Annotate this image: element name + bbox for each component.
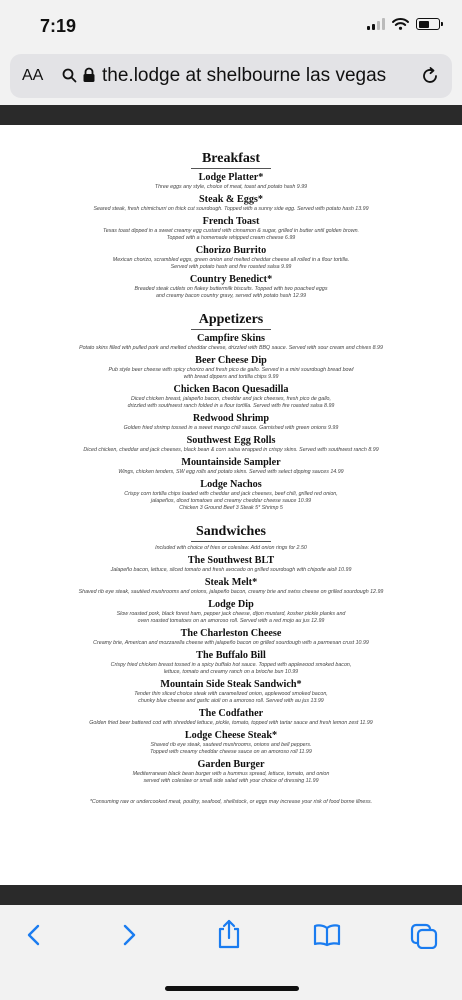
item-name: Lodge Dip [208,599,254,610]
menu-page [0,125,462,885]
menu-item [0,599,462,625]
wifi-icon [392,18,409,30]
item-desc: Shaved rib eye steak, sauteed mushrooms, onions and bell peppers. [150,742,312,748]
menu-item [0,194,462,213]
item-desc: Creamy brie, American and mozzarella cheese with jalapeño bacon on grilled sourdough with a parmesan crust 10.99 [93,640,369,646]
menu-item [0,730,462,756]
item-desc: Chicken 3 Ground Beef 3 Steak 5* Shrimp 5 [179,505,283,511]
item-name: The Buffalo Bill [196,650,266,661]
item-desc: Diced chicken, cheddar and jack cheeses, black bean & corn salsa wrapped in crispy skins. Served with southwest ranch 8.99 [83,447,379,453]
item-name: Mountainside Sampler [181,457,281,468]
search-icon [62,68,77,83]
section-title: Sandwiches [195,524,267,539]
section-divider [191,168,271,169]
menu-item [0,413,462,432]
item-name: Garden Burger [197,759,265,770]
item-name: Chorizo Burrito [195,245,267,256]
item-name: The Codfather [198,708,264,719]
menu-item [0,479,462,512]
item-name: Beer Cheese Dip [195,355,267,366]
menu-item [0,628,462,647]
back-icon[interactable] [24,923,44,947]
menu-item [0,274,462,300]
lock-icon [82,67,96,83]
forward-icon[interactable] [119,923,139,947]
status-bar [0,0,462,50]
item-desc: with bread dippers and tortilla chips 9.99 [183,374,279,380]
breakfast-section [0,151,462,300]
menu-item [0,384,462,410]
status-time: 7:19 [40,16,77,36]
item-name: The Southwest BLT [187,555,275,566]
menu-item [0,172,462,191]
menu-item [0,245,462,271]
item-desc: Wings, chicken tenders, SW egg rolls and potato skins. Served with select dipping sauces 14.99 [118,469,344,475]
address-bar-container [0,50,462,105]
item-desc: Golden fried shrimp tossed in a sweet mango chili sauce. Garnished with green onions 9.99 [123,425,339,431]
item-desc: Tender thin sliced choice steak with caramelized onion, applewood smoked bacon, [134,691,328,697]
section-note: Included with choice of fries or coleslaw. Add onion rings for 2.50 [155,545,307,551]
item-desc: Mediterranean black bean burger with a hummus spread, lettuce, tomato, and onion [132,771,330,777]
item-name: Lodge Cheese Steak* [184,730,278,741]
item-desc: Shaved rib eye steak, sautéed mushrooms and onions, jalapeño bacon, creamy brie and swiss cheese on grilled sourdough 12.99 [78,589,384,595]
bottom-page-border [0,885,462,905]
item-name: Mountain Side Steak Sandwich* [160,679,302,690]
menu-item [0,759,462,785]
menu-item [0,355,462,381]
item-desc: chunky blue cheese and garlic aioli on a amoroso roll. Served with au jus 13.99 [138,698,324,704]
item-desc: Served with potato hash and fire roasted salsa 9.99 [170,264,292,270]
sandwiches-section [0,524,462,785]
top-page-border [0,105,462,125]
item-desc: jalapeños, diced tomatoes and creamy cheddar cheese sauce 10.99 [150,498,312,504]
item-name: Redwood Shrimp [192,413,270,424]
item-desc: Three eggs any style, choice of meat, toast and potato hash 9.99 [154,184,308,190]
item-desc: Breaded steak cutlets on flakey buttermilk biscuits. Topped with two poached eggs [134,286,328,292]
item-name: Campfire Skins [196,333,266,344]
menu-item [0,457,462,476]
tabs-icon[interactable] [410,923,438,949]
menu-item [0,650,462,676]
item-name: Lodge Platter* [198,172,264,183]
item-name: Lodge Nachos [200,479,262,490]
home-indicator [165,986,299,991]
appetizers-section [0,312,462,512]
menu-item [0,679,462,705]
share-icon[interactable] [216,919,242,949]
item-desc: Crispy corn tortilla chips loaded with cheddar and jack cheeses, beef chili, grilled red onion, [124,491,338,497]
section-title: Appetizers [198,312,264,327]
item-name: Steak & Eggs* [199,194,263,205]
item-desc: Mexican chorizo, scrambled eggs, green onion and melted cheddar cheese all rolled in a flour tortilla. [112,257,350,263]
item-desc: served with coleslaw or small side salad with your choice of dressing 11.99 [143,778,319,784]
item-name: Country Benedict* [189,274,273,285]
item-desc: Crispy fried chicken breast tossed in a spicy buffalo hot sauce. Topped with applewood smoked bacon, [110,662,352,668]
menu-item [0,708,462,727]
bookmarks-icon[interactable] [313,923,341,947]
item-name: Chicken Bacon Quesadilla [173,384,289,395]
address-bar[interactable] [10,54,452,98]
item-desc: Golden fried beer battered cod with shredded lettuce, pickle, tomato, topped with tartar sauce and fresh lemon zest 11.99 [89,720,373,726]
section-divider [191,541,271,542]
item-desc: Potato skins filled with pulled pork and melted cheddar cheese, drizzled with BBQ sauce. Served with sour cream and chives 8.99 [79,345,383,351]
menu-item [0,555,462,574]
menu-item [0,435,462,454]
item-name: French Toast [202,216,260,227]
item-desc: Pub style beer cheese with spicy chorizo and fresh pico de gallo. Served in a mini sourdough bread bowl [108,367,354,373]
reload-icon[interactable] [420,66,440,86]
item-desc: Diced chicken breast, jalapeño bacon, cheddar and jack cheeses, fresh pico de gallo, [131,396,331,402]
status-icons [367,18,440,30]
item-desc: Topped with a homemade whipped cream cheese 6.99 [166,235,296,241]
section-divider [191,329,271,330]
battery-icon [416,18,440,30]
item-desc: Topped with creamy cheddar cheese sauce on an amoroso roll 11.99 [150,749,312,755]
url-text[interactable]: the.lodge at shelbourne las vegas [102,65,387,86]
menu-item [0,216,462,242]
item-name: The Charleston Cheese [180,628,282,639]
menu-item [0,333,462,352]
item-name: Southwest Egg Rolls [186,435,276,446]
item-desc: oven roasted tomatoes on an amoroso roll. Served with a red mojo au jus 12.99 [137,618,325,624]
item-desc: Seared steak, fresh chimichurri on thick cut sourdough. Topped with a sunny side egg. Served with potato hash 13.99 [93,206,369,212]
text-size-button[interactable]: AA [22,67,44,84]
section-title: Breakfast [201,151,261,166]
item-name: Steak Melt* [204,577,258,588]
signal-icon [367,18,385,30]
item-desc: Jalapeño bacon, lettuce, sliced tomato and fresh avocado on grilled sourdough with chipotle aioli 10.99 [110,567,352,573]
item-desc: Texas toast dipped in a sweet creamy egg custard with cinnamon & sugar, grilled in butter until golden brown. [103,228,359,234]
menu-item [0,577,462,596]
item-desc: drizzled with southwest ranch folded in a flour tortilla. Served with fire roasted salsa 8.99 [127,403,335,409]
item-desc: Slow roasted pork, black forest ham, pepper jack cheese, dijon mustard, kosher pickle planks and [116,611,346,617]
item-desc: lettuce, tomato and creamy ranch on a brioche bun 10.99 [163,669,299,675]
food-safety-footnote: *Consuming raw or undercooked meat, poultry, seafood, shellstock, or eggs may increase your risk of food borne illness. [89,799,373,805]
item-desc: and creamy bacon country gravy, served with potato hash 12.99 [155,293,307,299]
